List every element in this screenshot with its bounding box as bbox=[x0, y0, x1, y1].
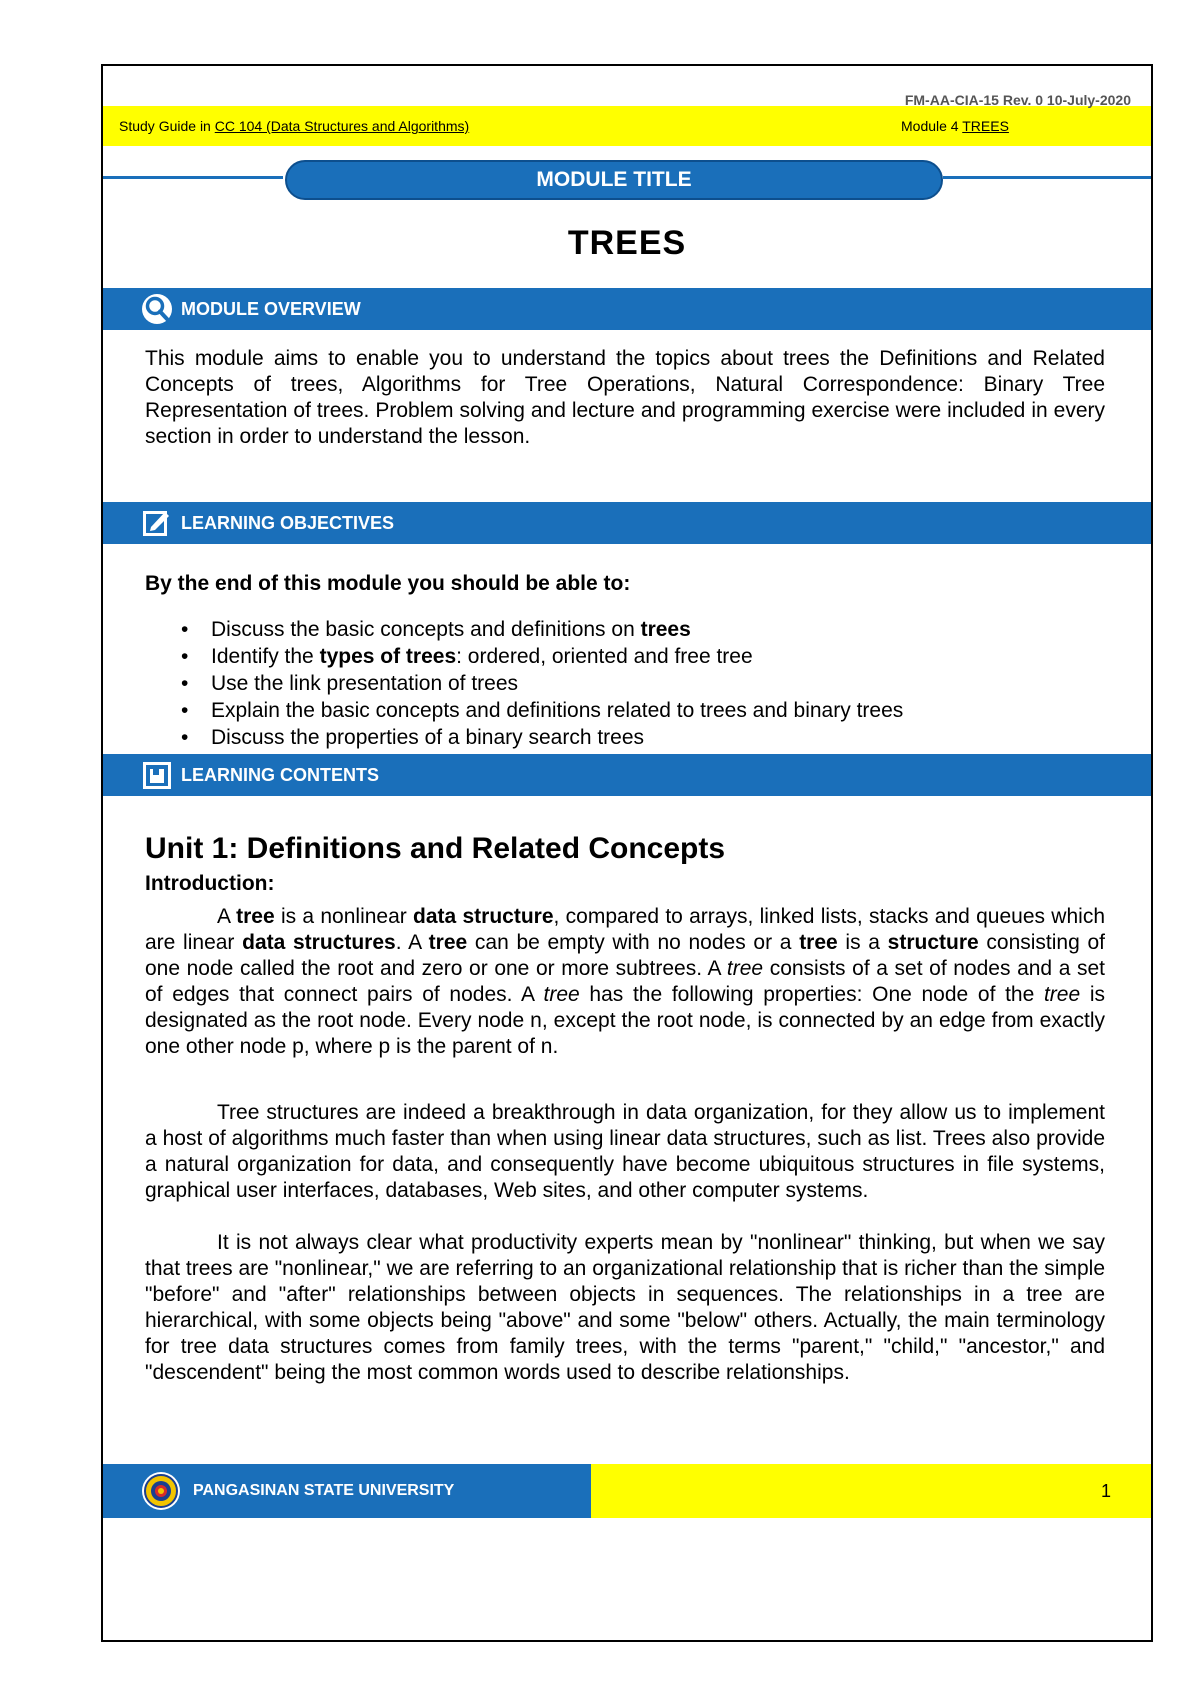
course-name: CC 104 (Data Structures and Algorithms) bbox=[214, 118, 470, 134]
module-prefix: Module 4 bbox=[901, 118, 963, 134]
form-code: FM-AA-CIA-15 Rev. 0 10-July-2020 bbox=[904, 92, 1131, 108]
title-rule-right bbox=[943, 176, 1151, 179]
contents-section-bar bbox=[103, 754, 1151, 796]
overview-label: MODULE OVERVIEW bbox=[181, 299, 361, 319]
intro-paragraph-1: A tree is a nonlinear data structure, compared to arrays, linked lists, stacks and queues which are linear data structures. A tree can be empty with no nodes or a tree is a structure consisting of one node called the root and zero or one or more subtrees. A tree consists of a set of nodes and a set of edges that connect pairs of nodes. A tree has the following properties: One node of the tree is designated as the root node. Every node n, except the root node, is connected by an edge from exactly one other node p, where p is the parent of n. bbox=[145, 905, 1106, 1058]
title-rule-left bbox=[103, 176, 283, 179]
module-topic: TREES bbox=[962, 118, 1009, 134]
edit-icon bbox=[141, 507, 173, 539]
module-name: TREES bbox=[567, 224, 687, 262]
intro-label: Introduction: bbox=[145, 872, 275, 895]
objectives-list bbox=[145, 616, 903, 751]
contents-label: LEARNING CONTENTS bbox=[181, 765, 379, 785]
magnifier-icon bbox=[141, 293, 173, 325]
objectives-label: LEARNING OBJECTIVES bbox=[181, 513, 395, 533]
objectives-section-bar bbox=[103, 502, 1151, 544]
document-page bbox=[101, 64, 1153, 1642]
overview-section-bar bbox=[103, 288, 1151, 330]
university-seal-icon bbox=[141, 1471, 181, 1511]
list-item: • Identify the types of trees: ordered, oriented and free tree bbox=[145, 643, 903, 670]
overview-text: This module aims to enable you to understand the topics about trees the Definitions and Related Concepts of trees, Algorithms for Tree Operations, Natural Correspondence: Binary Tree Representation of trees. Problem solving and lecture and programming exercise were included in every section in order to understand the lesson. bbox=[145, 347, 1105, 448]
list-item: • Use the link presentation of trees bbox=[145, 670, 903, 697]
objectives-lead: By the end of this module you should be able to: bbox=[145, 572, 631, 595]
intro-paragraph-3: It is not always clear what productivity experts mean by "nonlinear" thinking, but when we say that trees are "nonlinear," we are referring to an organizational relationship that is richer than the simple "before" and "after" relationships between objects in sequences. The relationships in a tree are hierarchical, with some objects being "above" and some "below" others. Actually, the main terminology for tree data structures comes from family trees, with the terms "parent," "child," "ancestor," and "descendent" being the most common words used to describe relationships. bbox=[145, 1231, 1105, 1384]
intro-paragraph-2: Tree structures are indeed a breakthrough in data organization, for they allow us to implement a host of algorithms much faster than when using linear data structures, such as list. Trees also provide a natural organization for data, and consequently have become ubiquitous structures in file systems, graphical user interfaces, databases, Web sites, and other computer systems. bbox=[145, 1101, 1105, 1202]
module-number bbox=[901, 118, 1009, 134]
study-guide-label bbox=[119, 118, 469, 134]
list-item: • Discuss the basic concepts and definitions on trees bbox=[145, 616, 903, 643]
footer-highlight bbox=[591, 1464, 1151, 1518]
clipboard-icon bbox=[141, 759, 173, 791]
unit-title: Unit 1: Definitions and Related Concepts bbox=[145, 832, 726, 865]
study-guide-prefix: Study Guide in bbox=[119, 118, 215, 134]
list-item: • Discuss the properties of a binary search trees bbox=[145, 724, 903, 751]
list-item: • Explain the basic concepts and definitions related to trees and binary trees bbox=[145, 697, 903, 724]
university-name: PANGASINAN STATE UNIVERSITY bbox=[193, 1482, 455, 1499]
module-title-banner: MODULE TITLE bbox=[285, 160, 943, 200]
page-number: 1 bbox=[1100, 1481, 1111, 1501]
